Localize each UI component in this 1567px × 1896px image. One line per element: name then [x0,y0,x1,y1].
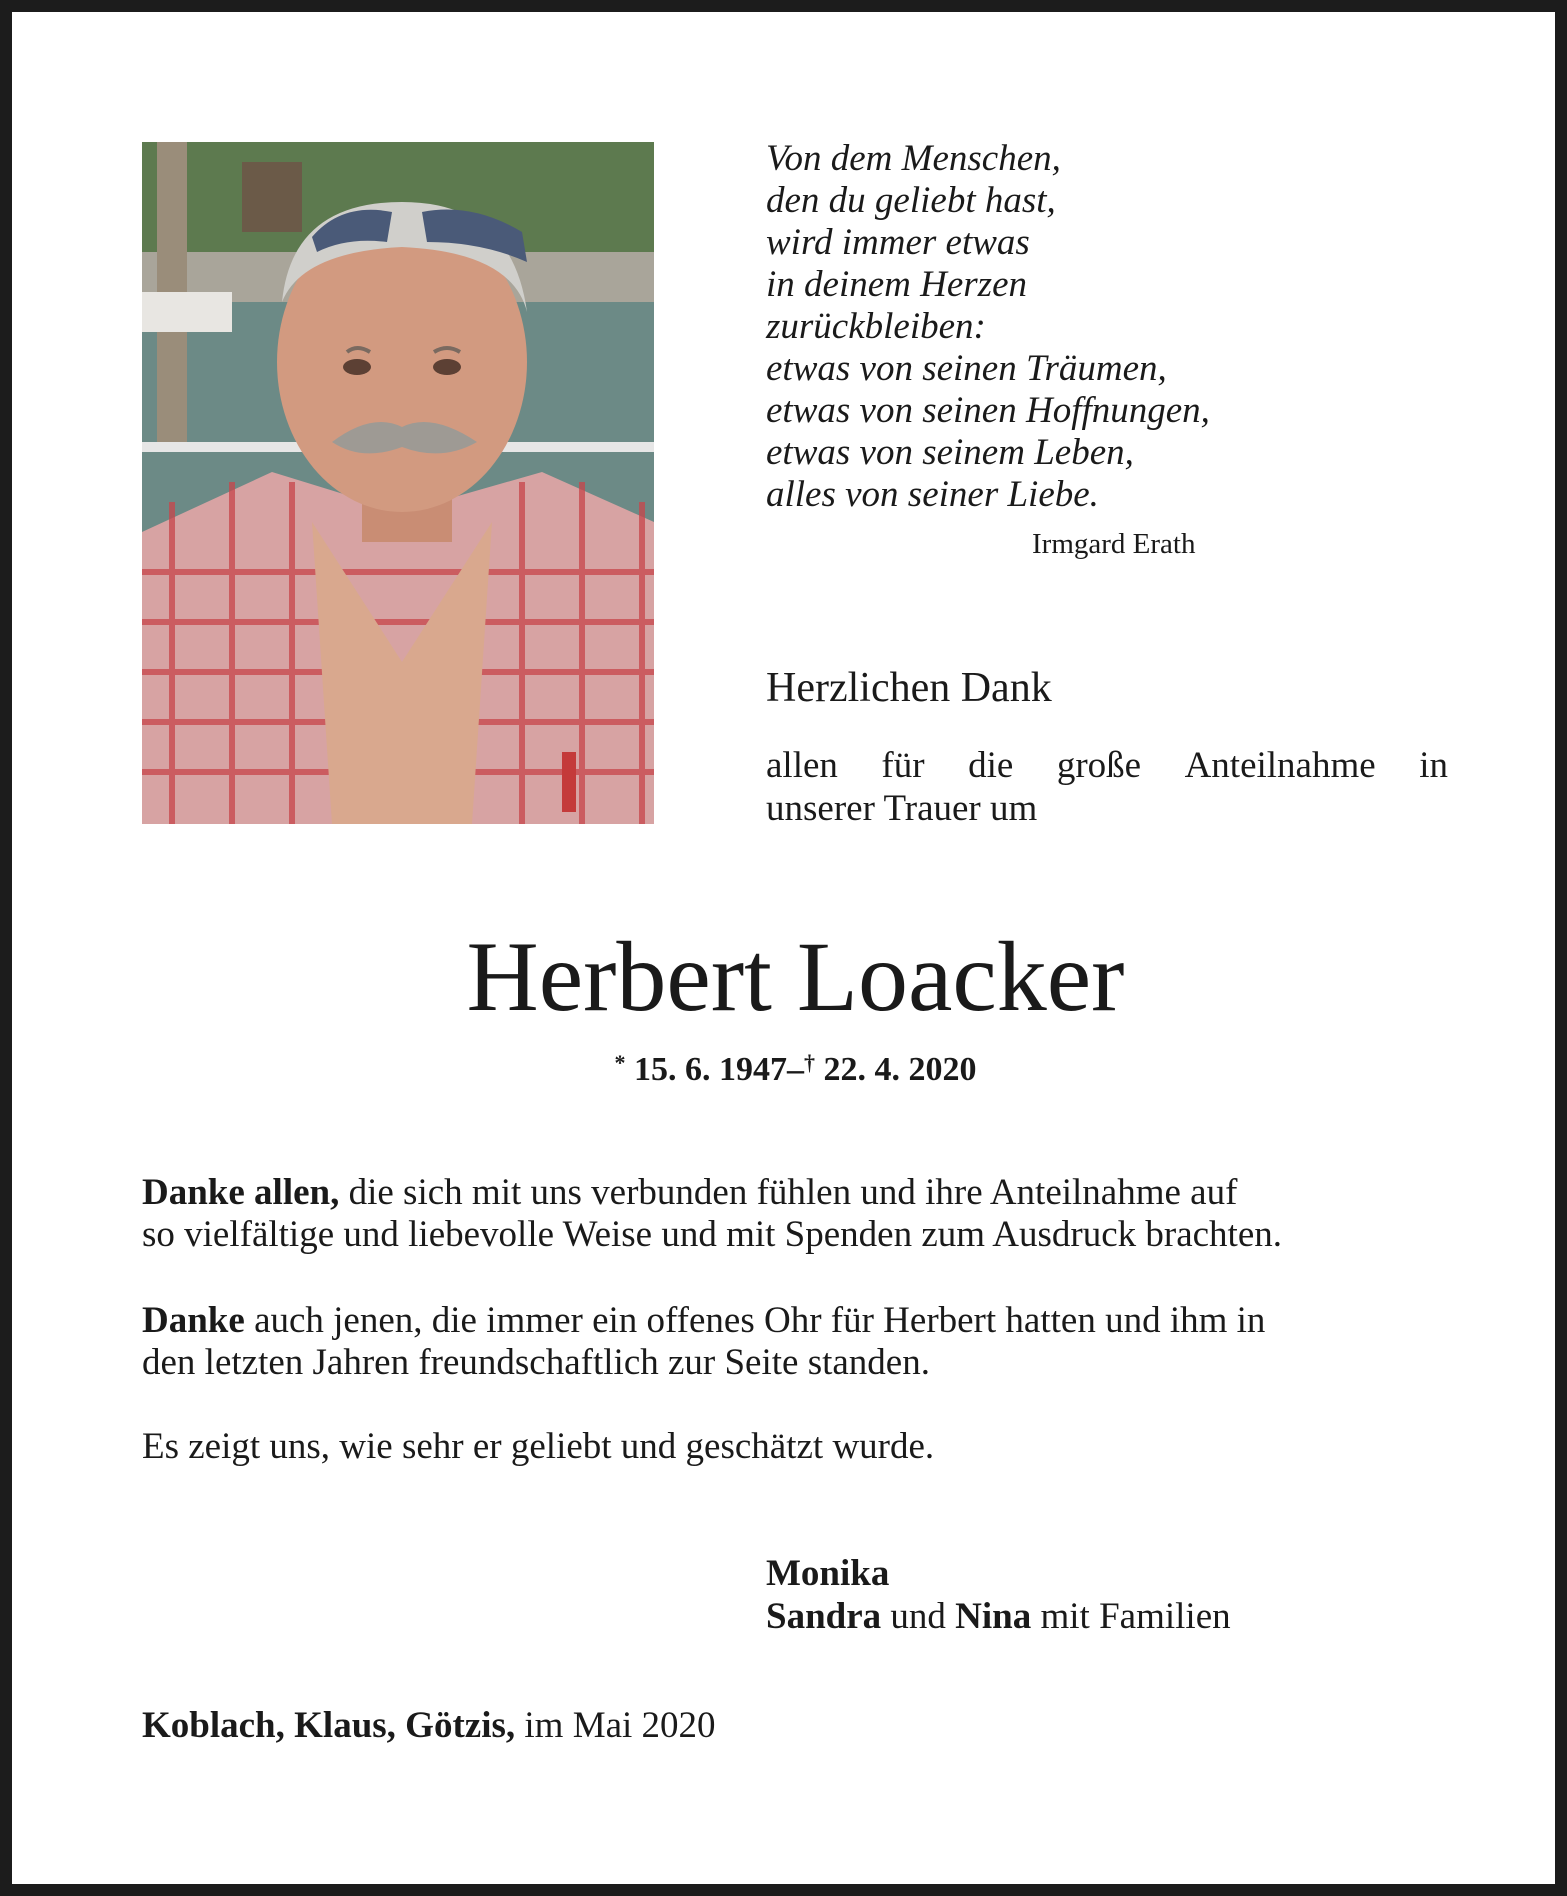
poem-line: den du geliebt hast, [766,180,1056,221]
birth-date: 15. 6. 1947 [634,1051,787,1088]
poem-line: alles von seiner Liebe. [766,474,1099,515]
signer-name: Sandra [766,1596,882,1637]
thanks-intro [766,744,1448,830]
intro-word: für [881,745,925,786]
deceased-name: Herbert Loacker [466,921,1125,1032]
paragraph-line: so vielfältige und liebevolle Weise und mit Spenden zum Ausdruck brachten. [142,1214,1282,1255]
intro-word: Anteilnahme [1184,745,1376,786]
signer-line-1 [766,1552,1231,1595]
paragraph-text: die sich mit uns verbunden fühlen und ihre Anteilnahme auf [339,1172,1238,1213]
death-symbol: † [804,1050,815,1075]
intro-word: in [1419,745,1448,786]
death-date: 22. 4. 2020 [823,1051,977,1088]
portrait-illustration [142,142,654,824]
place-date: im Mai 2020 [515,1705,716,1746]
poem-line: Von dem Menschen, [766,138,1061,179]
intro-word: große [1056,745,1142,786]
poem-line: in deinem Herzen [766,264,1027,305]
date-separator: – [787,1051,804,1088]
poem-line: etwas von seinen Träumen, [766,348,1167,389]
signer-connector: und [881,1596,956,1637]
place-towns: Koblach, Klaus, Götzis, [142,1705,516,1746]
poem-line: etwas von seinen Hoffnungen, [766,390,1210,431]
poem-line: etwas von seinem Leben, [766,432,1134,473]
poem [766,138,1286,516]
poem-author: Irmgard Erath [1032,528,1196,560]
paragraph-line [142,1300,1452,1342]
paragraph-bold-lead: Danke [142,1300,245,1341]
signer-name: Nina [955,1596,1032,1637]
signer-line-2 [766,1595,1231,1638]
thanks-intro-line-1 [766,744,1448,787]
portrait-photo [142,142,654,824]
thanks-intro-line-2: unserer Trauer um [766,788,1038,829]
intro-word: allen [766,745,838,786]
signer-name: Monika [766,1553,890,1594]
paragraph-line: Es zeigt uns, wie sehr er geliebt und geschätzt wurde. [142,1426,935,1467]
place-and-date [142,1704,716,1747]
thanks-paragraph-2 [142,1300,1452,1384]
paragraph-bold-lead: Danke allen, [142,1172,340,1213]
intro-word: die [968,745,1014,786]
paragraph-line: den letzten Jahren freundschaftlich zur Seite standen. [142,1342,930,1383]
birth-symbol: * [614,1050,626,1075]
paragraph-line [142,1172,1452,1214]
paragraph-text: auch jenen, die immer ein offenes Ohr für Herbert hatten und ihm in [244,1300,1266,1341]
poem-line: wird immer etwas [766,222,1030,263]
thanks-heading: Herzlichen Dank [766,665,1052,711]
thanks-paragraph-3 [142,1426,1452,1468]
signers [766,1552,1231,1638]
thanks-paragraph-1 [142,1172,1452,1256]
poem-line: zurückbleiben: [766,306,986,347]
signer-suffix: mit Familien [1031,1596,1231,1637]
life-dates [12,1050,1567,1089]
